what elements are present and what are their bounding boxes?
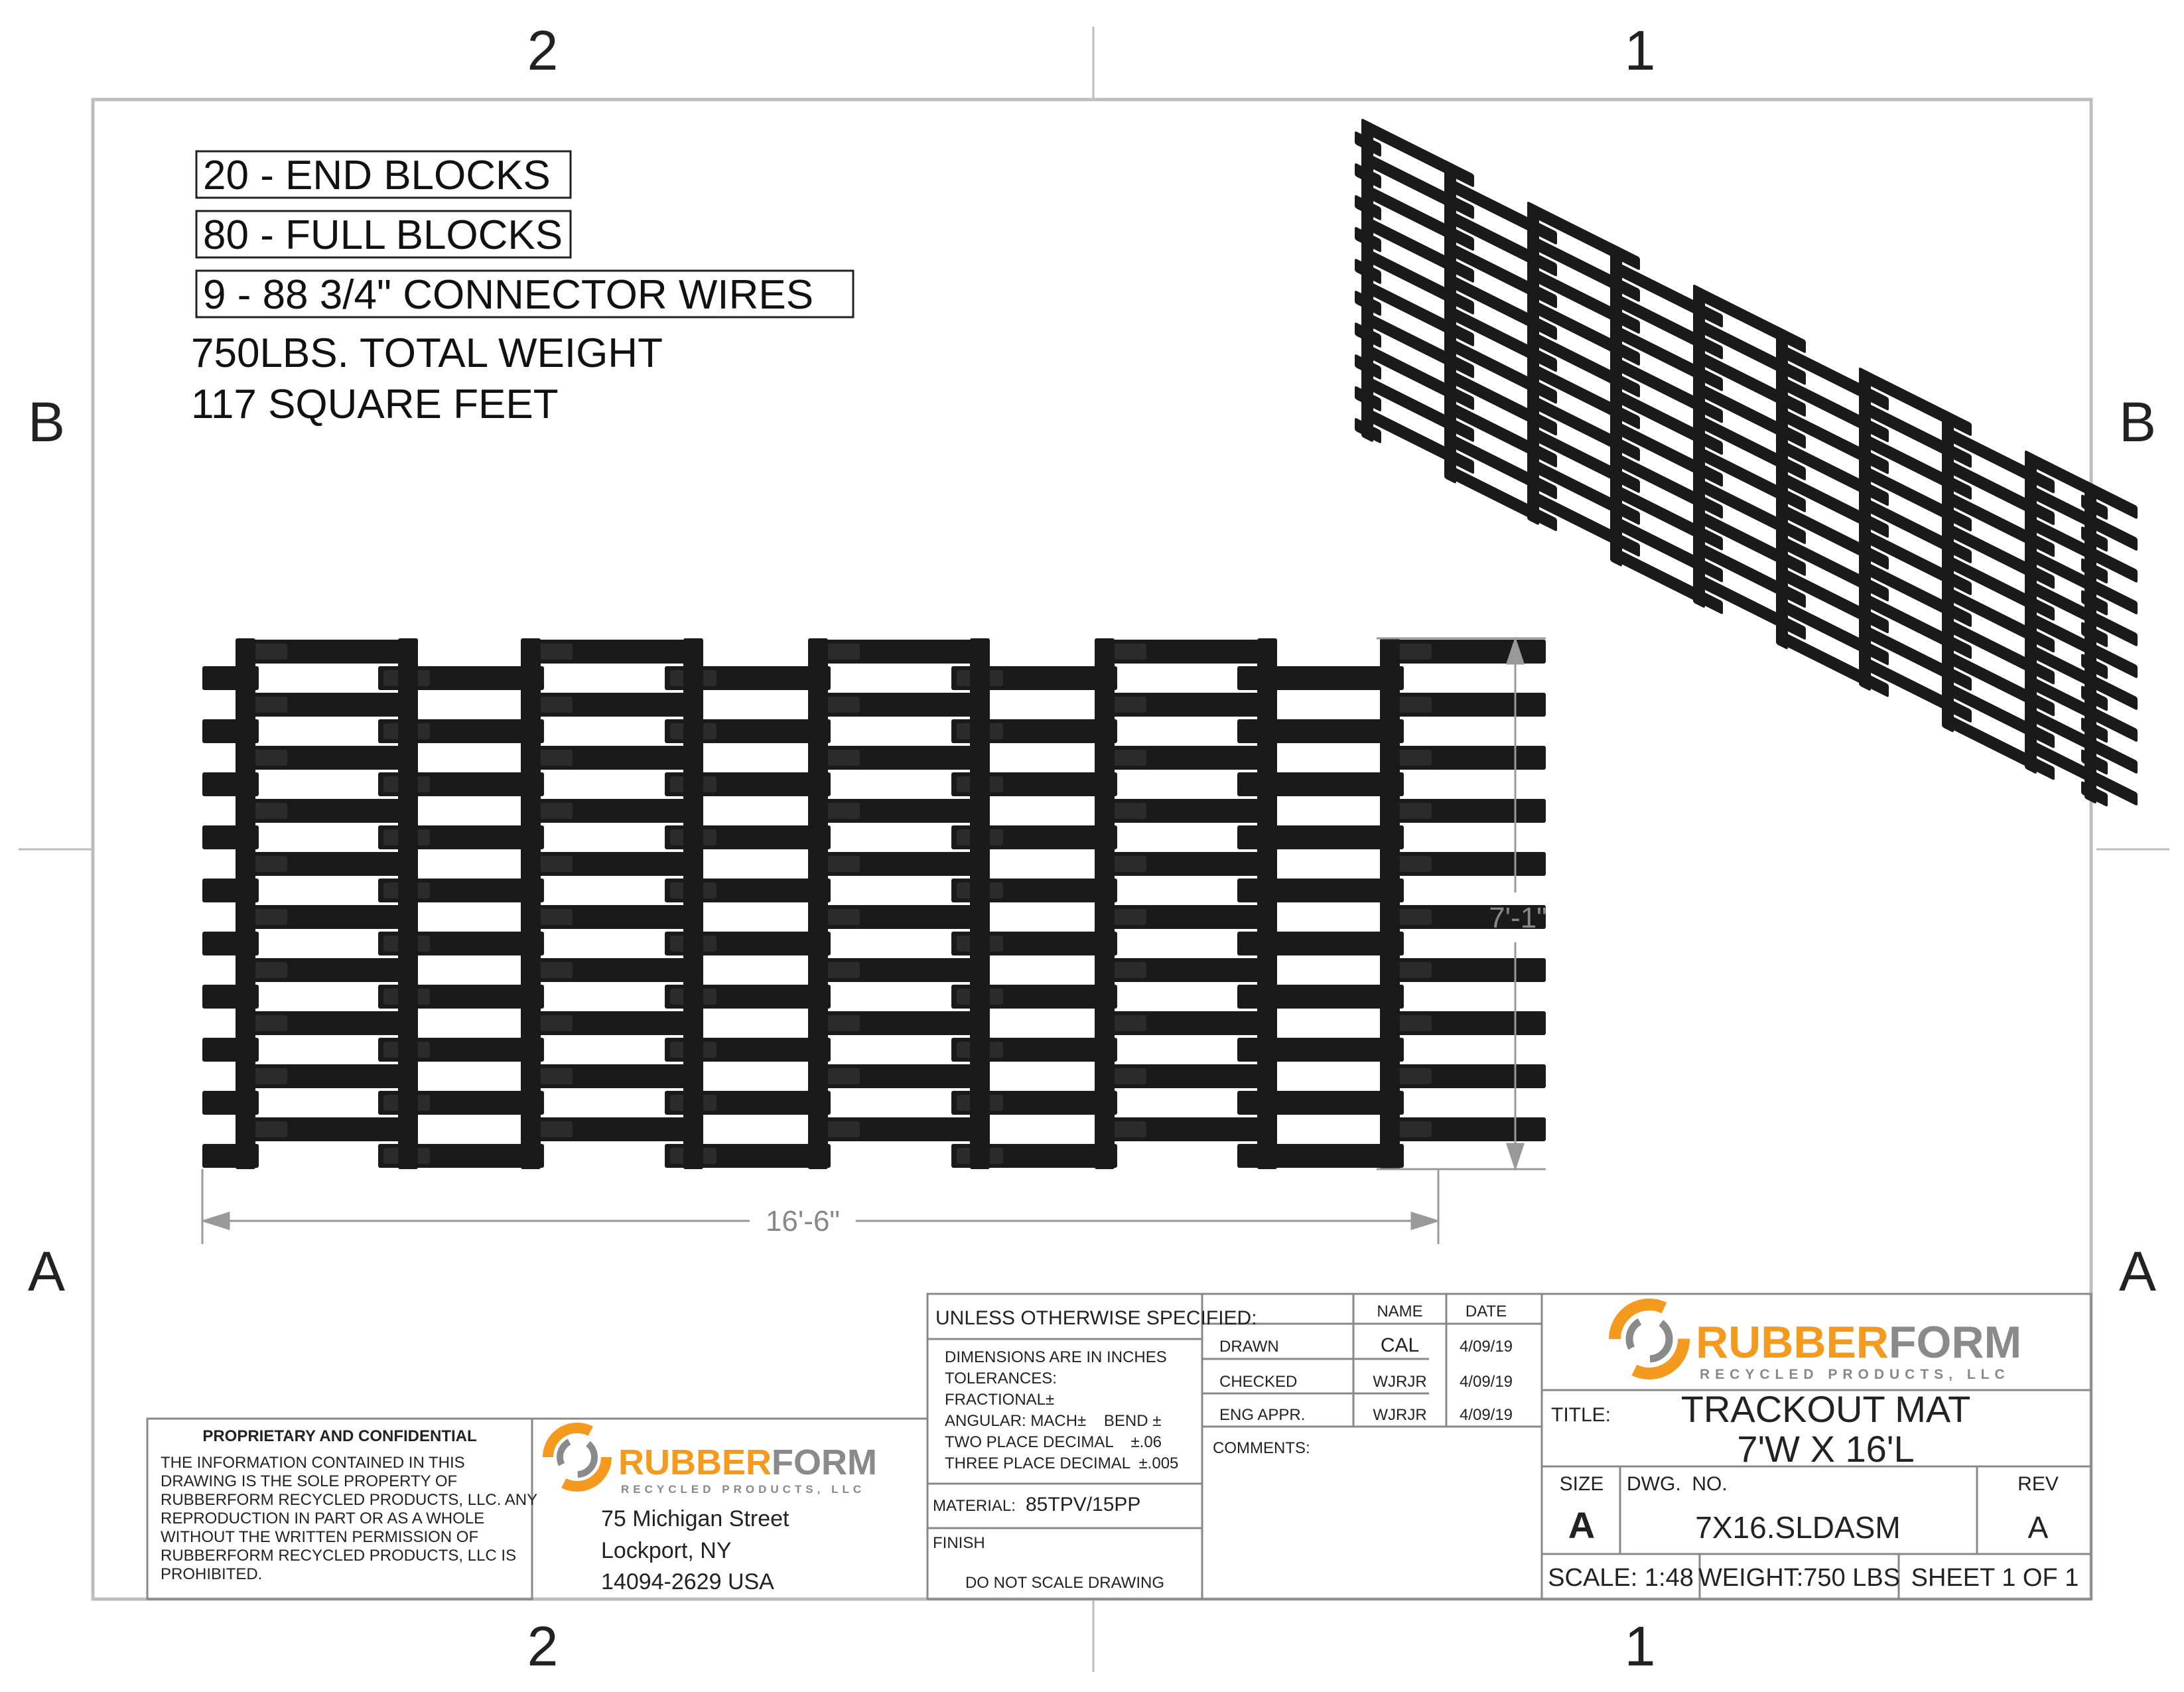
mat-connector-strip [398,638,418,1169]
mat-connector-strip [1095,638,1115,1169]
logo-word-form: FORM [1888,1317,2022,1368]
approval-role-eng: ENG APPR. [1219,1406,1306,1424]
finish-label: FINISH [933,1534,985,1552]
zone-label-top-2: 2 [527,19,559,82]
logo-word-rubber: RUBBER [618,1443,772,1482]
scale-value: SCALE: 1:48 [1548,1564,1694,1592]
iso-connector [1610,243,1622,567]
iso-connector [1527,201,1539,526]
note-full-blocks: 80 - FULL BLOCKS [203,212,563,258]
logo-subtitle: RECYCLED PRODUCTS, LLC [621,1483,866,1496]
note-square-feet: 117 SQUARE FEET [191,382,559,427]
zone-label-right-a: A [2118,1240,2157,1303]
proprietary-line: PROHIBITED. [161,1565,263,1583]
rev-label: REV [2017,1473,2059,1495]
zone-label-right-b: B [2118,391,2157,453]
size-label: SIZE [1559,1473,1604,1495]
company-logo-large [1615,1304,2021,1382]
proprietary-line: THE INFORMATION CONTAINED IN THIS [161,1454,465,1472]
spec-tolerances: TOLERANCES: [945,1370,1057,1387]
iso-connector [2025,450,2037,774]
company-logo-small [548,1428,877,1496]
zone-label-bottom-2: 2 [527,1615,559,1677]
spec-two-place: TWO PLACE DECIMAL ±.06 [945,1433,1162,1451]
approval-name-checked: WJRJR [1373,1373,1427,1391]
address-zip: 14094-2629 USA [601,1569,774,1594]
iso-connector [1942,409,1954,733]
mat-connector-strip [970,638,990,1169]
iso-connector [1776,326,1788,650]
mat-connector-strip [808,638,828,1169]
proprietary-text [161,1454,537,1583]
proprietary-heading: PROPRIETARY AND CONFIDENTIAL [202,1427,477,1445]
note-total-weight: 750LBS. TOTAL WEIGHT [191,330,663,376]
mat-connector-strip [1257,638,1277,1169]
logo-swirl-icon [1615,1304,1684,1374]
unless-specified-header: UNLESS OTHERWISE SPECIFIED: [935,1307,1257,1329]
mat-connector-strip [521,638,541,1169]
mat-isometric-view [1355,115,2138,825]
approval-role-drawn: DRAWN [1219,1338,1279,1356]
spec-three-place: THREE PLACE DECIMAL ±.005 [945,1454,1179,1472]
logo-word-form: FORM [772,1443,877,1482]
drawing-title-line1: TRACKOUT MAT [1680,1388,1971,1430]
width-dimension-label: 16'-6" [765,1205,841,1237]
mat-front-view [202,638,1546,1169]
approval-date-checked: 4/09/19 [1459,1373,1513,1391]
zone-label-bottom-1: 1 [1624,1615,1656,1677]
rev-value: A [2027,1510,2049,1545]
spec-dimensions: DIMENSIONS ARE IN INCHES [945,1348,1167,1366]
material-value: 85TPV/15PP [1026,1494,1141,1516]
zone-label-top-1: 1 [1624,19,1656,82]
iso-connector [1444,160,1456,484]
weight-value: WEIGHT:750 LBS [1698,1564,1901,1592]
logo-swirl-icon [548,1428,606,1486]
dwg-no-label: DWG. NO. [1627,1473,1728,1495]
approval-name-eng: WJRJR [1373,1406,1427,1424]
iso-connector [1693,284,1705,608]
mat-connector-strip [683,638,703,1169]
mat-connector-strip [1380,638,1400,1169]
do-not-scale-note: DO NOT SCALE DRAWING [965,1574,1165,1592]
comments-label: COMMENTS: [1213,1439,1310,1457]
proprietary-line: RUBBERFORM RECYCLED PRODUCTS, LLC IS [161,1547,517,1565]
address-street: 75 Michigan Street [601,1506,789,1531]
approvals-name-header: NAME [1377,1303,1423,1320]
mat-connector-strip [236,638,255,1169]
iso-connector [2084,480,2096,804]
mat-isometric-body [1355,115,2138,825]
note-end-blocks: 20 - END BLOCKS [203,153,551,198]
title-label: TITLE: [1551,1404,1611,1426]
proprietary-line: WITHOUT THE WRITTEN PERMISSION OF [161,1528,479,1546]
spec-fractional: FRACTIONAL± [945,1391,1055,1409]
sheet-value: SHEET 1 OF 1 [1911,1564,2079,1592]
svg-text:RUBBERFORM [1696,1317,2021,1368]
proprietary-line: RUBBERFORM RECYCLED PRODUCTS, LLC. ANY [161,1491,538,1509]
approval-name-drawn: CAL [1380,1334,1420,1356]
spec-angular: ANGULAR: MACH± BEND ± [945,1412,1162,1430]
zone-label-left-b: B [27,391,66,453]
bill-of-materials-notes [191,151,853,427]
iso-connector [1361,118,1373,443]
material-label: MATERIAL: [933,1497,1016,1515]
iso-connector [1859,367,1871,691]
approvals-date-header: DATE [1465,1303,1507,1320]
drawing-title-line2: 7'W X 16'L [1737,1428,1915,1470]
proprietary-line: REPRODUCTION IN PART OR AS A WHOLE [161,1510,485,1527]
height-dimension-label: 7'-1" [1489,902,1547,934]
approval-date-drawn: 4/09/19 [1459,1338,1513,1356]
logo-subtitle: RECYCLED PRODUCTS, LLC [1700,1367,2010,1382]
svg-text:RUBBERFORM [618,1443,877,1482]
dwg-no-value: 7X16.SLDASM [1695,1510,1901,1545]
note-connector-wires: 9 - 88 3/4" CONNECTOR WIRES [203,272,814,318]
approval-role-checked: CHECKED [1219,1373,1298,1391]
approval-date-eng: 4/09/19 [1459,1406,1513,1424]
zone-label-left-a: A [27,1240,66,1303]
size-value: A [1568,1504,1596,1546]
address-city: Lockport, NY [601,1538,732,1563]
proprietary-line: DRAWING IS THE SOLE PROPERTY OF [161,1472,458,1490]
logo-word-rubber: RUBBER [1696,1317,1889,1368]
